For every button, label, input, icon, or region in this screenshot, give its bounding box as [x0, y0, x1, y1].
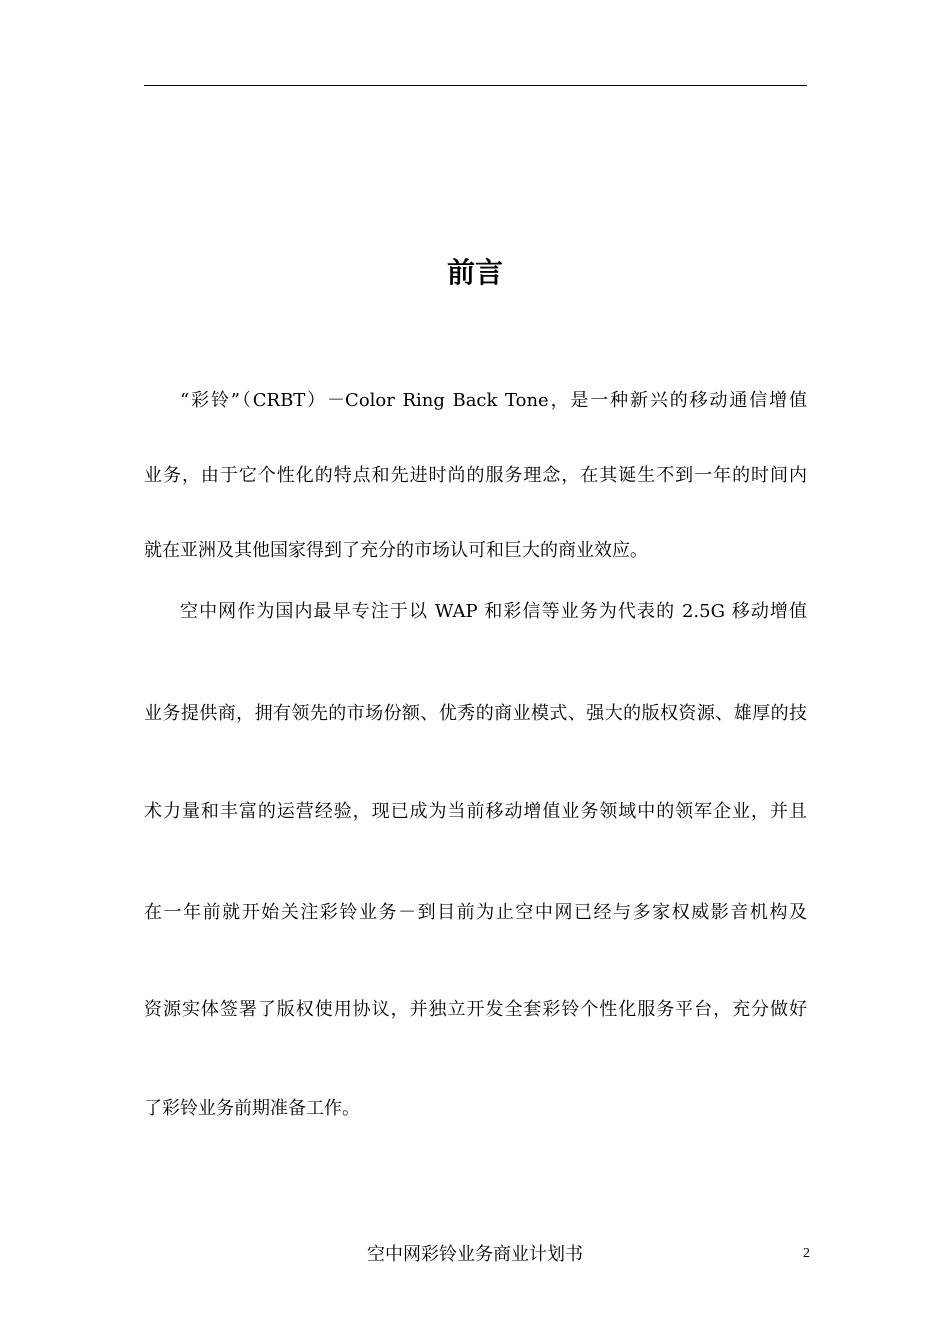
paragraph-2-line-4: 在一年前就开始关注彩铃业务－到目前为止空中网已经与多家权威影音机构及: [144, 902, 807, 923]
paragraph-2-line-2: 业务提供商，拥有领先的市场份额、优秀的商业模式、强大的版权资源、雄厚的技: [144, 703, 807, 724]
page-title: 前言: [446, 256, 503, 289]
paragraph-1-line-2: 业务，由于它个性化的特点和先进时尚的服务理念，在其诞生不到一年的时间内: [144, 465, 807, 486]
page-number: 2: [803, 1246, 810, 1261]
paragraph-2-line-1: 空中网作为国内最早专注于以 WAP 和彩信等业务为代表的 2.5G 移动增值: [180, 601, 807, 622]
paragraph-2-line-5: 资源实体签署了版权使用协议，并独立开发全套彩铃个性化服务平台，充分做好: [144, 999, 807, 1020]
header-rule: [144, 85, 807, 86]
paragraph-2-line-6: 了彩铃业务前期准备工作。: [144, 1098, 360, 1119]
paragraph-2-line-3: 术力量和丰富的运营经验，现已成为当前移动增值业务领域中的领军企业，并且: [144, 801, 807, 822]
footer-title: 空中网彩铃业务商业计划书: [367, 1244, 583, 1265]
paragraph-1-line-3: 就在亚洲及其他国家得到了充分的市场认可和巨大的商业效应。: [144, 540, 648, 561]
paragraph-1-line-1: “彩铃”（CRBT）－Color Ring Back Tone，是一种新兴的移动通信增值: [180, 390, 807, 411]
